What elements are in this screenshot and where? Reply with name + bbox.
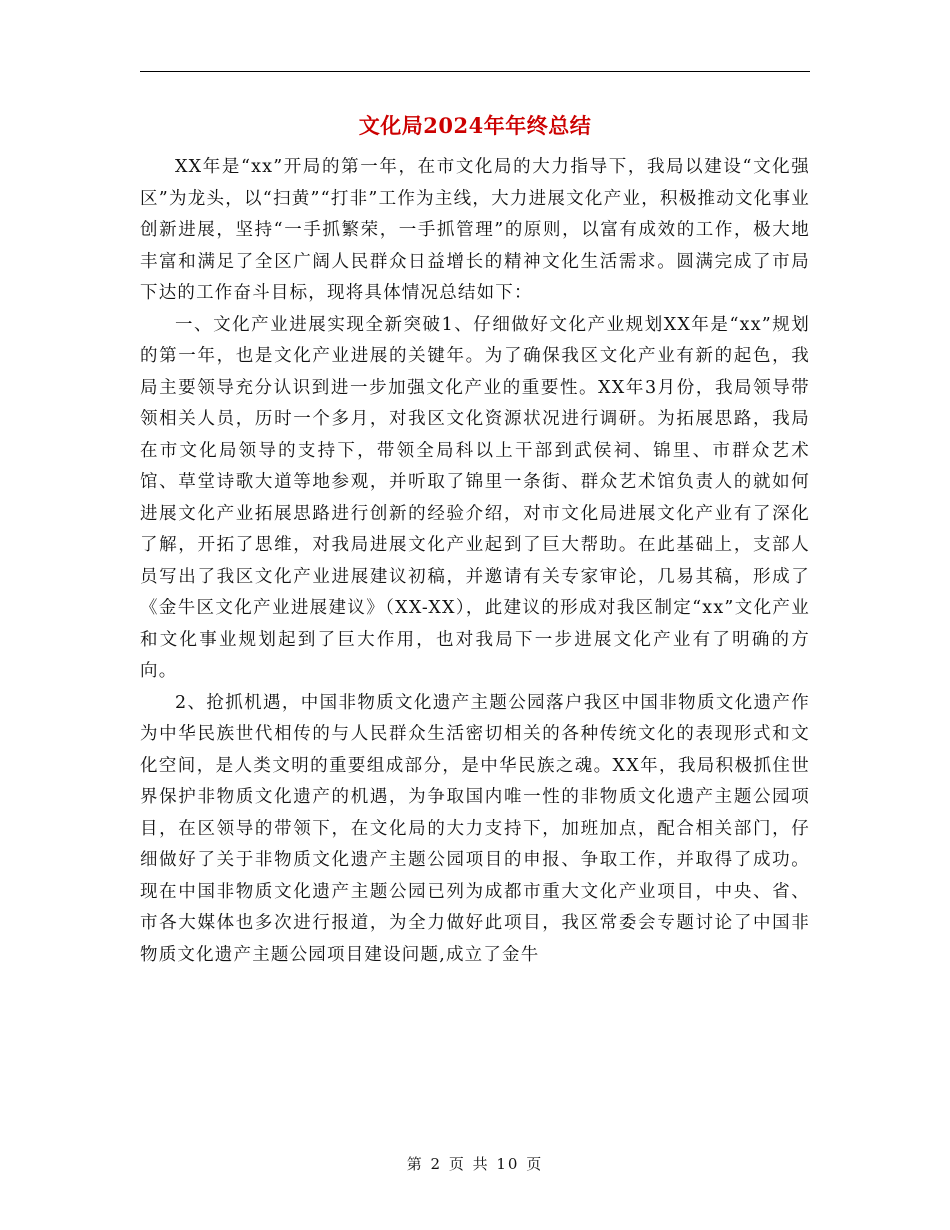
document-title: 文化局2024年年终总结 [358, 113, 592, 138]
paragraph-section-1: 一、文化产业进展实现全新突破1、仔细做好文化产业规划XX年是“xx”规划的第一年，也是文化产业进展的关键年。为了确保我区文化产业有新的起色，我局主要领导充分认识到进一步加强文化产业的重要性。XX年3月份，我局领导带领相关人员，历时一个多月，对我区文化资源状况进行调研。为拓展思路，我局在市文化局领导的支持下，带领全局科以上干部到武侯祠、锦里、市群众艺术馆、草堂诗歌大道等地参观，并听取了锦里一条街、群众艺术馆负责人的就如何进展文化产业拓展思路进行创新的经验介绍，对市文化局进展文化产业有了深化了解，开拓了思维，对我局进展文化产业起到了巨大帮助。在此基础上，支部人员写出了我区文化产业进展建议初稿，并邀请有关专家审论，几易其稿，形成了《金牛区文化产业进展建议》（XX-XX），此建议的形成对我区制定“xx”文化产业和文化事业规划起到了巨大作用，也对我局下一步进展文化产业有了明确的方向。 [140, 314, 810, 681]
document-body [140, 152, 810, 971]
page-number-footer: 第 2 页 共 10 页 [406, 1155, 544, 1173]
paragraph-section-2: 2、抢抓机遇，中国非物质文化遗产主题公园落户我区中国非物质文化遗产作为中华民族世代相传的与人民群众生活密切相关的各种传统文化的表现形式和文化空间，是人类文明的重要组成部分，是中华民族之魂。XX年，我局积极抓住世界保护非物质文化遗产的机遇，为争取国内唯一性的非物质文化遗产主题公园项目，在区领导的带领下，在文化局的大力支持下，加班加点，配合相关部门，仔细做好了关于非物质文化遗产主题公园项目的申报、争取工作，并取得了成功。现在中国非物质文化遗产主题公园已列为成都市重大文化产业项目，中央、省、市各大媒体也多次进行报道，为全力做好此项目，我区常委会专题讨论了中国非物质文化遗产主题公园项目建设问题,成立了金牛 [140, 692, 810, 965]
paragraph-intro: XX年是“xx”开局的第一年，在市文化局的大力指导下，我局以建设“文化强区”为龙头，以“扫黄”“打非”工作为主线，大力进展文化产业，积极推动文化事业创新进展，坚持“一手抓繁荣，一手抓管理”的原则，以富有成效的工作，极大地丰富和满足了全区广阔人民群众日益增长的精神文化生活需求。圆满完成了市局下达的工作奋斗目标，现将具体情况总结如下： [140, 157, 810, 303]
header-rule [140, 71, 810, 72]
